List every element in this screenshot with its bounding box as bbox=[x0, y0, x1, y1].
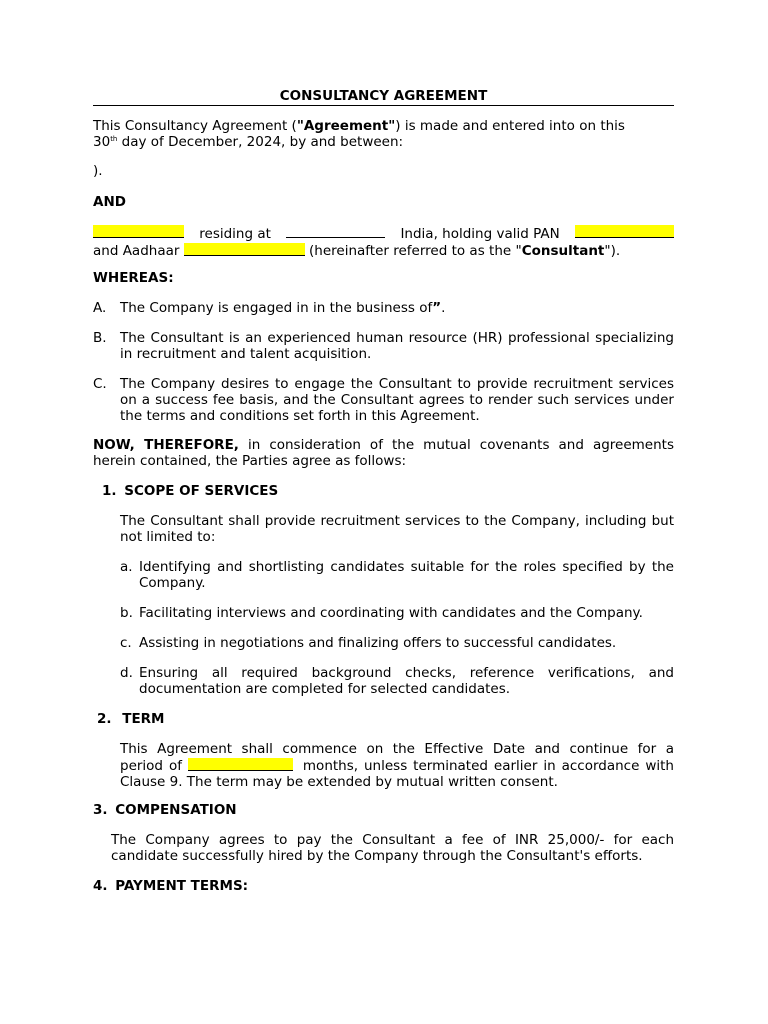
section-1-item-c: c. Assisting in negotiations and finalizing offers to successful candidates. bbox=[120, 635, 617, 651]
section-2-period-label: period of bbox=[120, 758, 188, 774]
party1-close: ). bbox=[93, 163, 103, 179]
section-1-item-b: b. Facilitating interviews and coordinating with candidates and the Company. bbox=[120, 605, 643, 621]
address-blank[interactable] bbox=[286, 225, 385, 238]
section-1-item-d: d. Ensuring all required background checks, reference verifications, and documentation are completed for selected candidates. bbox=[120, 665, 674, 697]
pan-blank[interactable] bbox=[575, 225, 674, 238]
section-2-paragraph: This Agreement shall commence on the Effective Date and continue for a bbox=[120, 741, 674, 757]
whereas-heading: WHEREAS: bbox=[93, 270, 174, 286]
section-4-heading: 4. PAYMENT TERMS: bbox=[93, 878, 249, 894]
now-therefore-paragraph: NOW, THEREFORE, in consideration of the mutual covenants and agreements herein contained, the Parties agree as follows: bbox=[93, 437, 674, 469]
intro-paragraph: This Consultancy Agreement ("Agreement") is made and entered into on this 30th day of December, 2024, by and between: bbox=[93, 118, 625, 150]
whereas-item-c: C. The Company desires to engage the Consultant to provide recruitment services on a success fee basis, and the Consultant agrees to render such services under the terms and conditions set forth in this Agreement. bbox=[93, 376, 674, 424]
section-3-paragraph: The Company agrees to pay the Consultant a fee of INR 25,000/- for each candidate successfully hired by the Company through the Consultant's efforts. bbox=[111, 832, 674, 864]
section-2-heading: 2. TERM bbox=[97, 711, 165, 727]
and-label: AND bbox=[93, 194, 126, 210]
name-blank[interactable] bbox=[93, 225, 184, 238]
document-title: CONSULTANCY AGREEMENT bbox=[93, 86, 674, 106]
section-3-heading: 3. COMPENSATION bbox=[93, 802, 237, 818]
whereas-item-a: A. The Company is engaged in in the business of”. bbox=[93, 300, 446, 316]
whereas-item-b: B. The Consultant is an experienced human resource (HR) professional specializing in recruitment and talent acquisition. bbox=[93, 330, 674, 362]
document-page bbox=[93, 86, 674, 894]
aadhaar-blank[interactable] bbox=[184, 243, 305, 256]
section-1-heading: 1. SCOPE OF SERVICES bbox=[102, 483, 279, 499]
term-months-blank[interactable] bbox=[188, 758, 293, 771]
section-1-intro: The Consultant shall provide recruitment services to the Company, including but not limited to: bbox=[120, 513, 674, 545]
section-1-item-a: a. Identifying and shortlisting candidates suitable for the roles specified by the Company. bbox=[120, 559, 674, 591]
section-2-continuation: period of months, unless terminated earlier in accordance with Clause 9. The term may be extended by mutual written consent. bbox=[120, 758, 674, 790]
party2-paragraph: residing at India, holding valid PAN and Aadhaar (hereinafter referred to as the "Consultant"). bbox=[93, 225, 674, 260]
